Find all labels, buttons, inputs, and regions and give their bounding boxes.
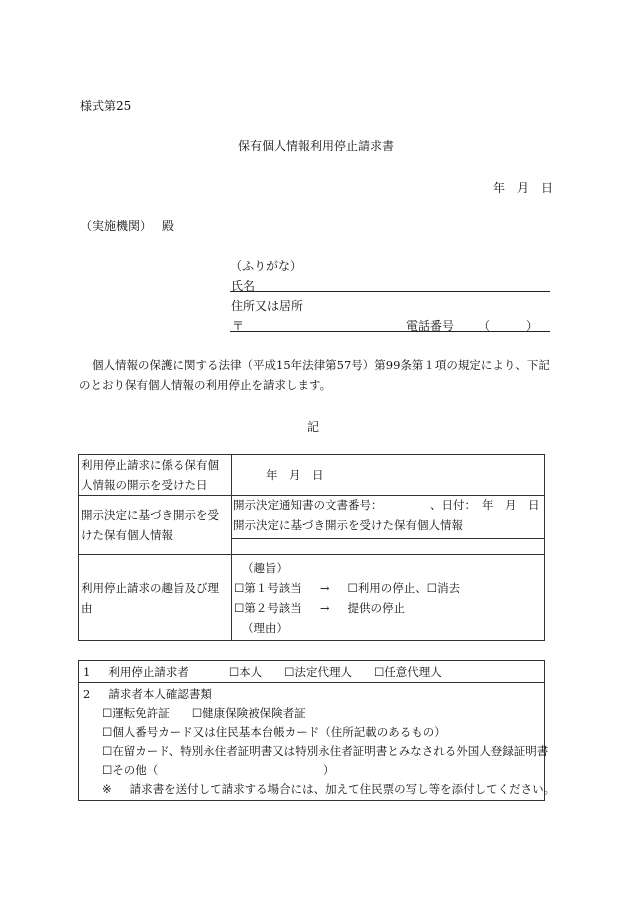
checkbox-icon[interactable]: ☐ xyxy=(102,706,113,720)
ki-heading: 記 xyxy=(307,420,320,434)
addressee-org: （実施機関） xyxy=(80,219,153,233)
checkbox-icon[interactable]: ☐ xyxy=(102,763,113,777)
row1-label-line2: 人情報の開示を受けた日 xyxy=(81,478,208,492)
phone-label: 電話番号 xyxy=(406,319,455,333)
table-row-disclosure-date xyxy=(79,455,545,496)
note-text: 請求書を送付して請求する場合には、加えて住民票の写し等を添付してください。 xyxy=(129,782,556,796)
row1-value[interactable] xyxy=(232,455,545,496)
addressee-honorific: 殿 xyxy=(162,219,175,233)
option-self: 本人 xyxy=(239,665,263,679)
option2-result: 提供の停止 xyxy=(347,601,405,615)
doc-date-value: 年 月 日 xyxy=(482,498,540,512)
table-row-purpose-reason xyxy=(79,555,545,641)
option-legal-rep: 法定代理人 xyxy=(294,665,352,679)
row2-label-line2: けた保有個人情報 xyxy=(81,528,173,542)
postal-mark: 〒 xyxy=(232,319,245,333)
row1-label-line1: 利用停止請求に係る保有個 xyxy=(81,458,219,472)
opt-insurance: 健康保険被保険者証 xyxy=(202,706,306,720)
body-line-2: のとおり保有個人情報の利用停止を請求します。 xyxy=(79,378,332,392)
option1-choice-b: 消去 xyxy=(437,581,461,595)
note-row xyxy=(102,781,555,797)
id-docs-row-4 xyxy=(102,762,158,778)
section1-label: 利用停止請求者 xyxy=(108,665,189,679)
id-docs-row-3 xyxy=(102,743,548,759)
reason-heading: （理由） xyxy=(242,621,288,635)
checkbox-icon[interactable]: ☐ xyxy=(234,581,245,595)
row2-label xyxy=(79,496,232,555)
row1-label xyxy=(79,455,232,496)
doc-number-label: 開示決定通知書の文書番号： xyxy=(233,498,383,512)
section2-number: 2 xyxy=(83,687,91,701)
option1-label: 第１号該当 xyxy=(244,581,302,595)
option-voluntary-rep: 任意代理人 xyxy=(384,665,442,679)
note-mark: ※ xyxy=(102,782,112,796)
date-line: 年 月 日 xyxy=(493,181,554,195)
option2-label: 第２号該当 xyxy=(244,601,302,615)
doc-date-label: 、日付： xyxy=(430,498,476,512)
section2-label: 請求者本人確認書類 xyxy=(108,687,212,701)
row3-value[interactable] xyxy=(232,555,545,641)
furigana-label: （ふりがな） xyxy=(230,259,303,273)
row2-label-line1: 開示決定に基づき開示を受 xyxy=(81,508,219,522)
checkbox-icon[interactable]: ☐ xyxy=(102,725,113,739)
checkbox-icon[interactable]: ☐ xyxy=(373,665,385,679)
purpose-option-1 xyxy=(234,578,542,598)
checkbox-icon[interactable]: ☐ xyxy=(228,665,240,679)
address-label: 住所又は居所 xyxy=(231,299,304,313)
section1-number: 1 xyxy=(83,665,91,679)
checkbox-icon[interactable]: ☐ xyxy=(234,601,245,615)
right-arrow-icon: → xyxy=(319,601,330,615)
opt-mynumber: 個人番号カード又は住民基本台帳カード（住所記載のあるもの） xyxy=(112,725,446,739)
checkbox-icon[interactable]: ☐ xyxy=(426,581,438,595)
disclosure-date-value: 年 月 日 xyxy=(266,468,324,482)
phone-parens: （ ） xyxy=(478,319,539,333)
id-docs-row-1 xyxy=(102,705,306,721)
table-row-disclosed-info xyxy=(79,496,545,555)
right-arrow-icon: → xyxy=(319,581,330,595)
purpose-heading: （趣旨） xyxy=(242,561,288,575)
opt-license: 運転免許証 xyxy=(112,706,170,720)
address-underline xyxy=(230,331,550,332)
row3-label xyxy=(79,555,232,641)
row2-value[interactable] xyxy=(232,496,545,555)
opt-other: その他（ xyxy=(112,763,159,777)
checkbox-icon[interactable]: ☐ xyxy=(347,581,358,595)
box-divider xyxy=(79,682,544,683)
name-underline xyxy=(230,291,550,292)
requester-type-row xyxy=(83,664,442,680)
row3-label-line2: 由 xyxy=(81,600,93,615)
checkbox-icon[interactable]: ☐ xyxy=(102,744,113,758)
disclosed-info-label: 開示決定に基づき開示を受けた保有個人情報 xyxy=(233,518,463,532)
opt-residence: 在留カード、特別永住者証明書又は特別永住者証明書とみなされる外国人登録証明書 xyxy=(112,744,549,758)
request-table xyxy=(78,454,545,641)
row3-label-line1: 利用停止請求の趣旨及び理 xyxy=(81,580,219,595)
name-label: 氏名 xyxy=(231,279,256,293)
purpose-option-2 xyxy=(234,598,542,618)
body-line-1: 個人情報の保護に関する法律（平成15年法律第57号）第99条第１項の規定により、下記 xyxy=(92,358,550,372)
row2-inner-divider xyxy=(232,538,544,539)
option1-choice-a: 利用の停止、 xyxy=(357,581,427,595)
checkbox-icon[interactable]: ☐ xyxy=(284,665,295,679)
document-title: 保有個人情報利用停止請求書 xyxy=(238,139,395,153)
form-number: 様式第25 xyxy=(80,99,132,113)
checkbox-icon[interactable]: ☐ xyxy=(191,706,203,720)
requester-details-box xyxy=(78,660,556,801)
id-docs-row-2 xyxy=(102,724,446,740)
opt-other-close: ） xyxy=(323,763,335,777)
id-docs-heading-row xyxy=(83,686,212,702)
